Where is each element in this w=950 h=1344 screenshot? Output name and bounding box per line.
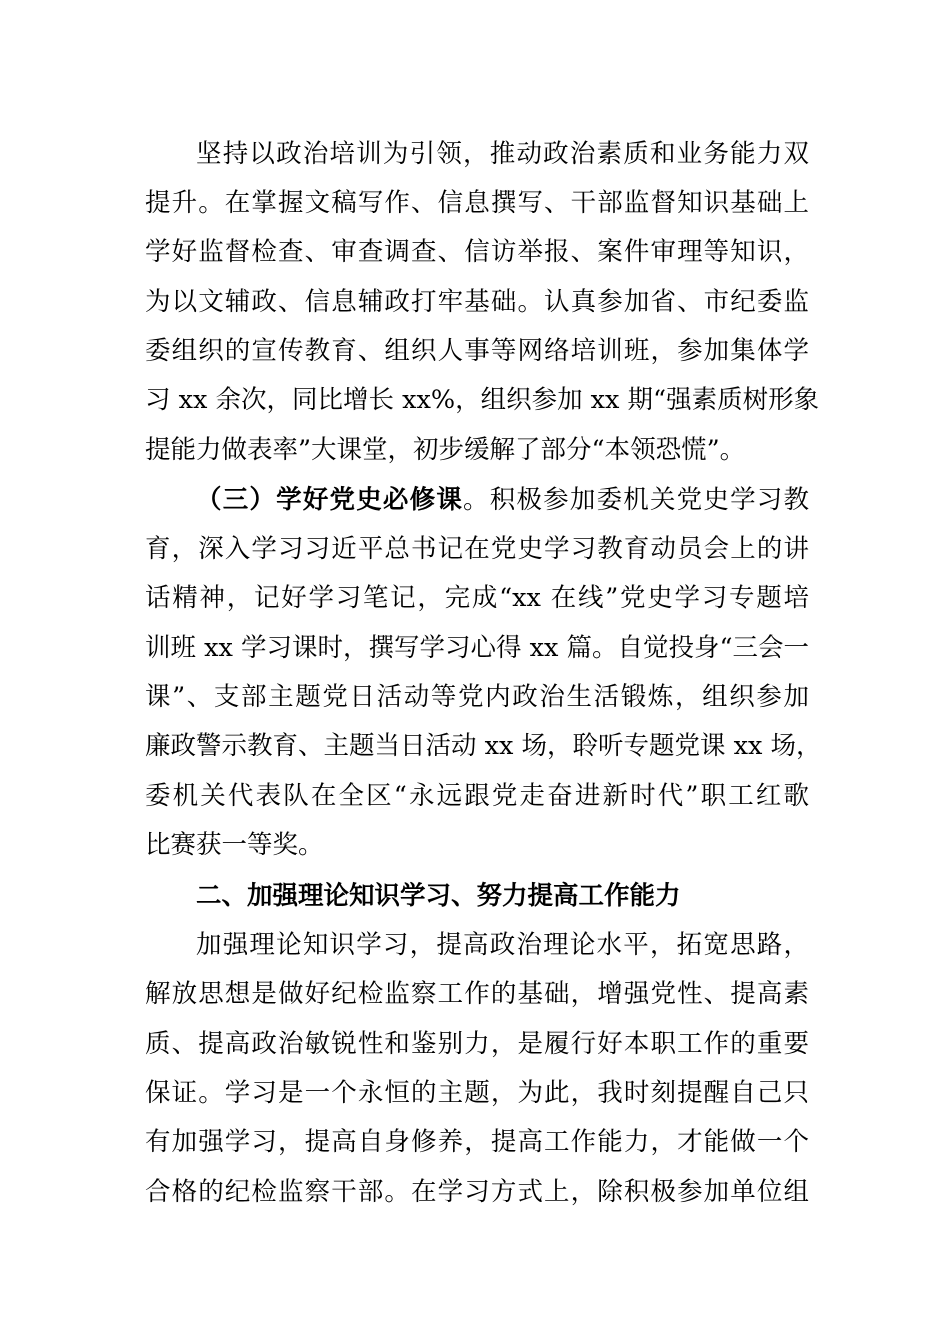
paragraph-line: 习 xx 余次，同比增长 xx%，组织参加 xx 期“强素质树形象	[145, 385, 820, 415]
paragraph-line: 育，深入学习习近平总书记在党史学习教育动员会上的讲	[145, 534, 809, 564]
paragraph-line: 保证。学习是一个永恒的主题，为此，我时刻提醒自己只	[145, 1078, 809, 1108]
paragraph-line: 加强理论知识学习，提高政治理论水平，拓宽思路，	[196, 930, 809, 960]
paragraph-line: 委组织的宣传教育、组织人事等网络培训班，参加集体学	[145, 336, 809, 366]
paragraph-line: 合格的纪检监察干部。在学习方式上，除积极参加单位组	[145, 1177, 809, 1207]
paragraph-line: 为以文辅政、信息辅政打牢基础。认真参加省、市纪委监	[145, 287, 809, 317]
paragraph-line: 委机关代表队在全区“永远跟党走奋进新时代”职工红歌	[145, 781, 809, 811]
paragraph-line: 解放思想是做好纪检监察工作的基础，增强党性、提高素	[145, 979, 809, 1009]
paragraph-line: 课”、支部主题党日活动等党内政治生活锻炼，组织参加	[145, 682, 809, 712]
subsection-lead-line	[196, 480, 809, 520]
paragraph-line: 比赛获一等奖。	[145, 830, 324, 860]
subsection-lead-text: 。积极参加委机关党史学习教	[463, 485, 809, 515]
paragraph-line: 坚持以政治培训为引领，推动政治素质和业务能力双	[196, 139, 809, 169]
paragraph-line: 提能力做表率”大课堂，初步缓解了部分“本领恐慌”。	[145, 435, 746, 465]
paragraph-line: 廉政警示教育、主题当日活动 xx 场，聆听专题党课 xx 场，	[145, 731, 822, 761]
section-heading: 二、加强理论知识学习、努力提高工作能力	[196, 881, 681, 911]
subsection-heading: （三）学好党史必修课	[196, 485, 464, 515]
paragraph-line: 话精神，记好学习笔记，完成“xx 在线”党史学习专题培	[145, 583, 809, 613]
paragraph-line: 学好监督检查、审查调查、信访举报、案件审理等知识，	[145, 237, 809, 267]
paragraph-line: 质、提高政治敏锐性和鉴别力，是履行好本职工作的重要	[145, 1029, 809, 1059]
paragraph-line: 有加强学习，提高自身修养，提高工作能力，才能做一个	[145, 1127, 809, 1157]
paragraph-line: 训班 xx 学习课时，撰写学习心得 xx 篇。自觉投身“三会一	[145, 633, 809, 663]
paragraph-line: 提升。在掌握文稿写作、信息撰写、干部监督知识基础上	[145, 188, 809, 218]
